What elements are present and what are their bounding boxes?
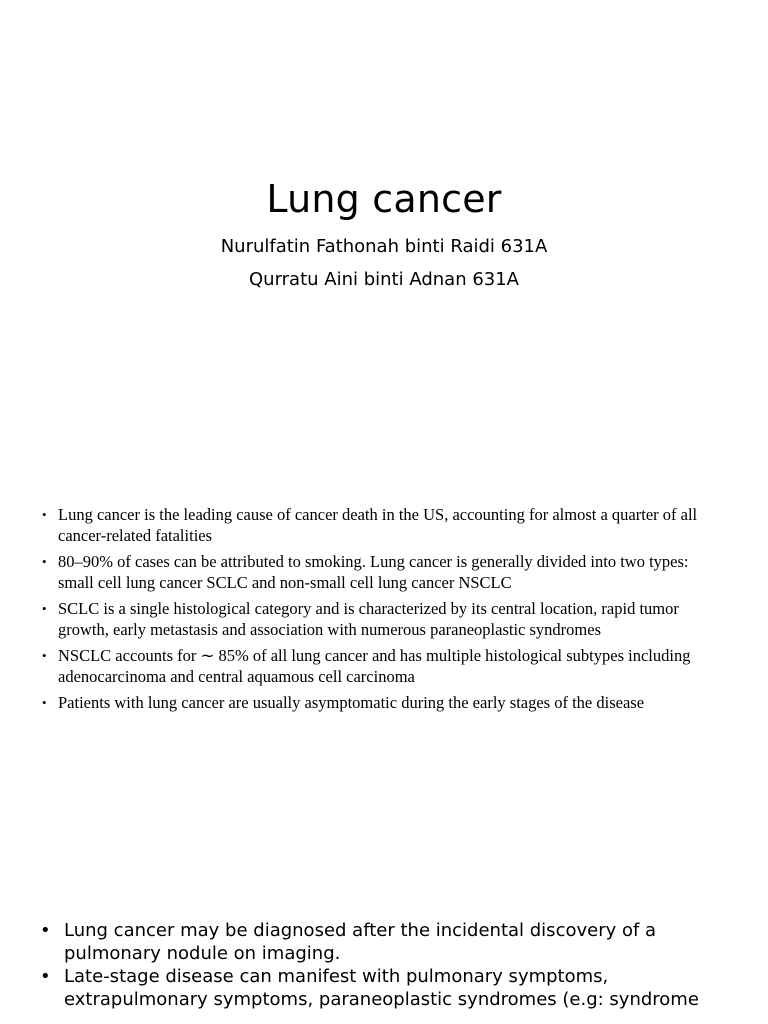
bullet-text: SCLC is a single histological category and is characterized by its central location, rapid tumor growth, early metastasis and association with numerous paraneoplastic syndromes xyxy=(58,599,679,639)
bullet-text: Lung cancer is the leading cause of cancer death in the US, accounting for almost a quarter of all cancer-related fatalities xyxy=(58,505,698,545)
bullet-icon: • xyxy=(40,966,51,987)
list-item xyxy=(40,599,700,640)
bullet-text: 80–90% of cases can be attributed to smoking. Lung cancer is generally divided into two types: small cell lung cancer SCLC and non-small cell lung cancer NSCLC xyxy=(58,552,689,592)
list-item xyxy=(40,693,700,714)
diagnosis-slide xyxy=(0,880,768,1024)
list-item xyxy=(40,505,700,546)
list-item xyxy=(40,646,700,687)
bullet-text: NSCLC accounts for ∼ 85% of all lung cancer and has multiple histological subtypes including adenocarcinoma and central aquamous cell carcinoma xyxy=(58,646,691,686)
bullet-icon: • xyxy=(42,648,47,663)
bullet-icon: • xyxy=(42,601,47,616)
bullet-text: Lung cancer may be diagnosed after the incidental discovery of a pulmonary nodule on imaging. xyxy=(64,920,657,964)
authors-block xyxy=(0,230,768,296)
bullet-icon: • xyxy=(42,554,47,569)
bullet-icon: • xyxy=(40,920,51,941)
list-item xyxy=(40,552,700,593)
author-name: Qurratu Aini binti Adnan 631A xyxy=(249,269,519,290)
author-name: Nurulfatin Fathonah binti Raidi 631A xyxy=(220,236,548,257)
bullet-icon: • xyxy=(42,695,47,710)
overview-bullet-list xyxy=(40,505,700,720)
list-item xyxy=(40,919,730,965)
slide-title: Lung cancer xyxy=(266,177,502,222)
list-item xyxy=(40,965,730,1011)
title-slide xyxy=(0,0,768,450)
bullet-icon: • xyxy=(42,507,47,522)
diagnosis-bullet-list xyxy=(40,919,730,1011)
bullet-text: Late-stage disease can manifest with pulmonary symptoms, extrapulmonary symptoms, paraneoplastic syndromes (e.g: syndrome xyxy=(64,966,699,1010)
overview-slide xyxy=(0,450,768,880)
bullet-text: Patients with lung cancer are usually asymptomatic during the early stages of the disease xyxy=(58,693,645,712)
